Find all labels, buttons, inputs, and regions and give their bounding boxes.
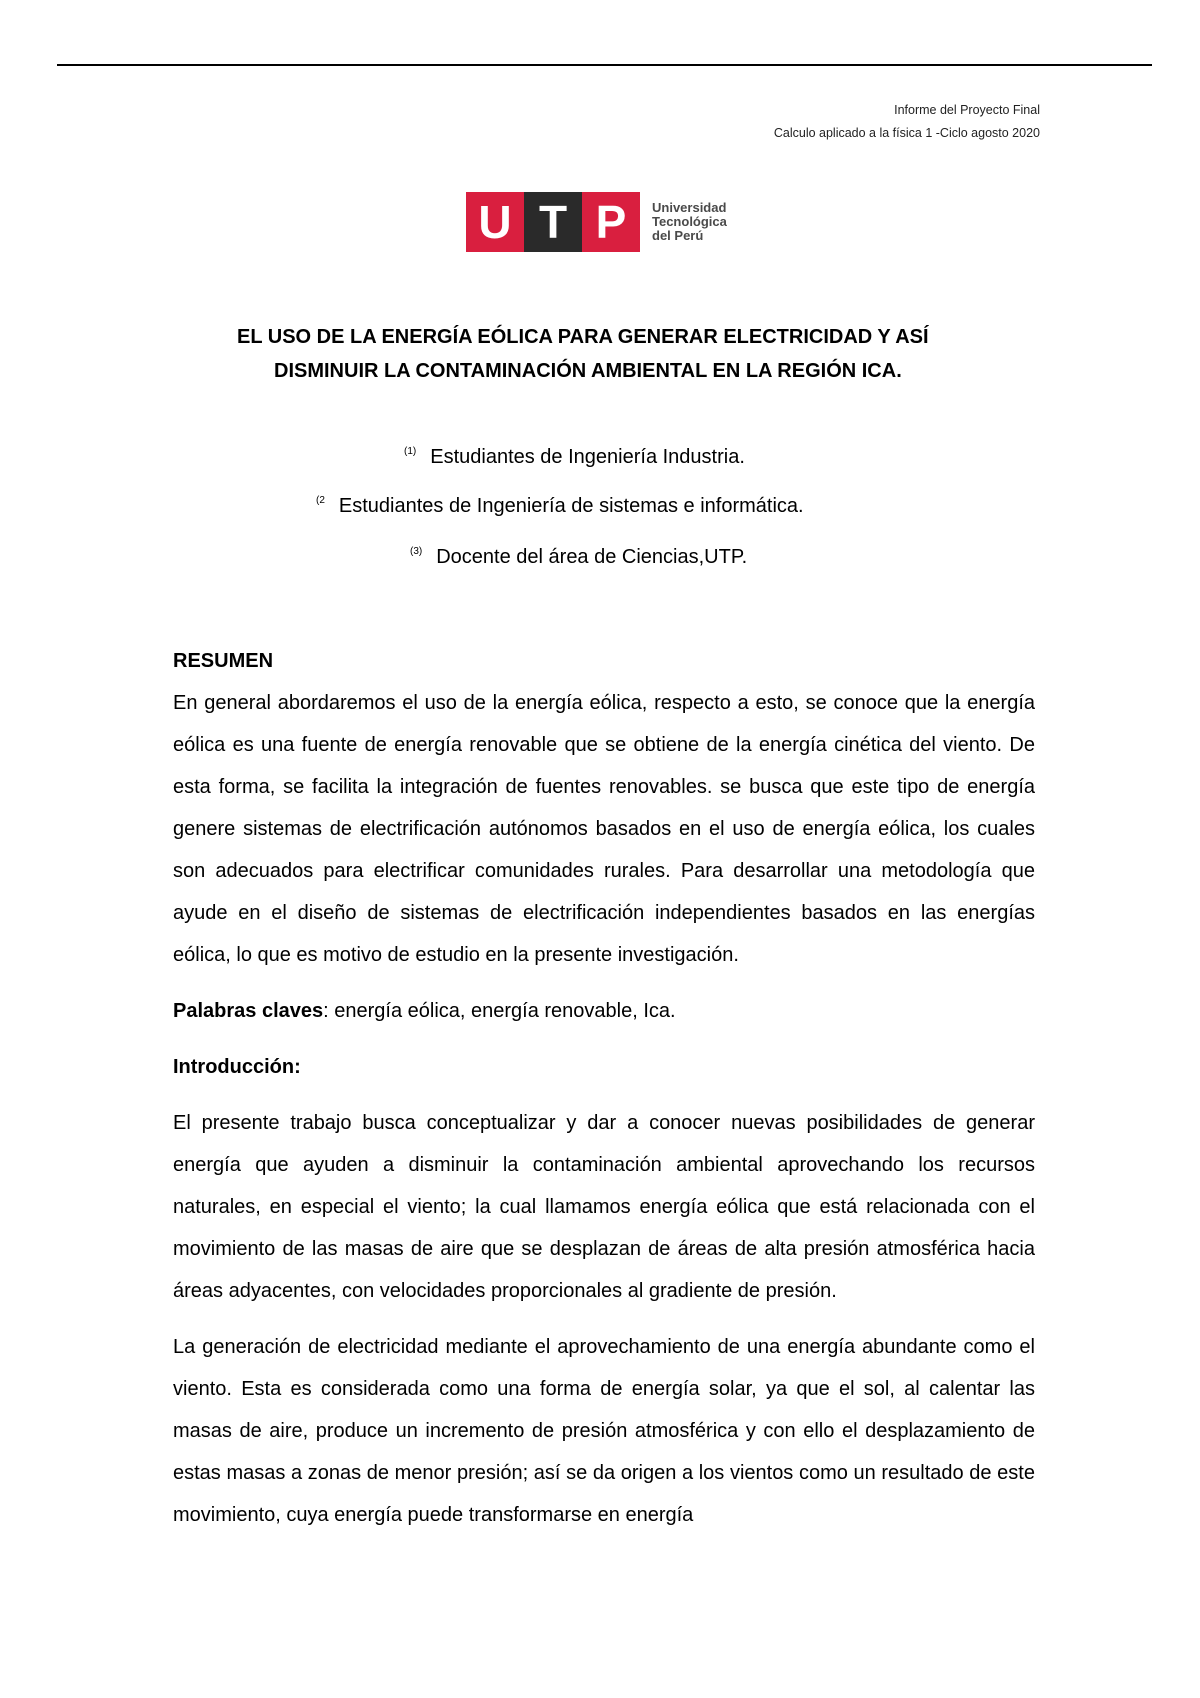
header-rule [57,64,1152,66]
resumen-heading: RESUMEN [173,650,274,672]
logo-name-line: Universidad [652,200,727,215]
logo-letter-u: U [466,192,524,252]
header-course-info: Calculo aplicado a la física 1 -Ciclo agosto 2020 [773,126,1040,140]
title-line-2: DISMINUIR LA CONTAMINACIÓN AMBIENTAL EN LA REGIÓN ICA. [274,360,902,382]
keywords-label: Palabras claves [173,1000,324,1022]
keywords-text: : energía eólica, energía renovable, Ica. [323,1000,676,1022]
introduccion-paragraph-1: El presente trabajo busca conceptualizar y dar a conocer nuevas posibilidades de generar energía que ayuden a disminuir la contaminación ambiental aprovechando los recursos naturales, en especial el viento; la cual llamamos energía eólica que está relacionada con el movimiento de las masas de aire que se desplazan de áreas de alta presión atmosférica hacia áreas adyacentes, con velocidades proporcionales al gradiente de presión. [173,1112,1035,1302]
affiliation-3 [410,546,747,569]
header-report-title: Informe del Proyecto Final [894,103,1040,117]
logo-letter-p: P [582,192,640,252]
affiliation-mark: (3) [410,546,423,557]
keywords-line [173,990,1035,1032]
affiliation-mark: (1) [404,446,417,457]
introduccion-paragraph-2: La generación de electricidad mediante el aprovechamiento de una energía abundante como el viento. Esta es considerada como una forma de energía solar, ya que el sol, al calentar las masas de aire, produce un incremento de presión atmosférica y con ello el desplazamiento de estas masas a zonas de menor presión; así se da origen a los vientos como un resultado de este movimiento, cuya energía puede transformarse en energía [173,1336,1035,1526]
document-header [774,99,1040,145]
affiliation-1 [404,446,745,469]
affiliation-text: Estudiantes de Ingeniería Industria. [430,446,745,468]
resumen-paragraph: En general abordaremos el uso de la energía eólica, respecto a esto, se conoce que la energía eólica es una fuente de energía renovable que se obtiene de la energía cinética del viento. De esta forma, se facilita la integración de fuentes renovables. se busca que este tipo de energía genere sistemas de electrificación autónomos basados en el uso de energía eólica, los cuales son adecuados para electrificar comunidades rurales. Para desarrollar una metodología que ayude en el diseño de sistemas de electrificación independientes basados en las energías eólica, lo que es motivo de estudio en la presente investigación. [173,692,1035,966]
document-body [173,640,1035,1536]
logo-university-name [652,201,727,243]
affiliation-text: Estudiantes de Ingeniería de sistemas e informática. [338,495,804,517]
affiliation-text: Docente del área de Ciencias,UTP. [436,546,748,568]
affiliation-mark: (2 [316,495,325,506]
introduccion-heading: Introducción: [173,1056,301,1078]
document-title [150,320,1050,388]
logo-name-line: Tecnológica [652,214,727,229]
logo-name-line: del Perú [652,228,704,243]
affiliation-2 [316,495,804,518]
logo-letter-t: T [524,192,582,252]
title-line-1: EL USO DE LA ENERGÍA EÓLICA PARA GENERAR ELECTRICIDAD Y ASÍ [237,326,929,348]
utp-logo [466,192,727,252]
